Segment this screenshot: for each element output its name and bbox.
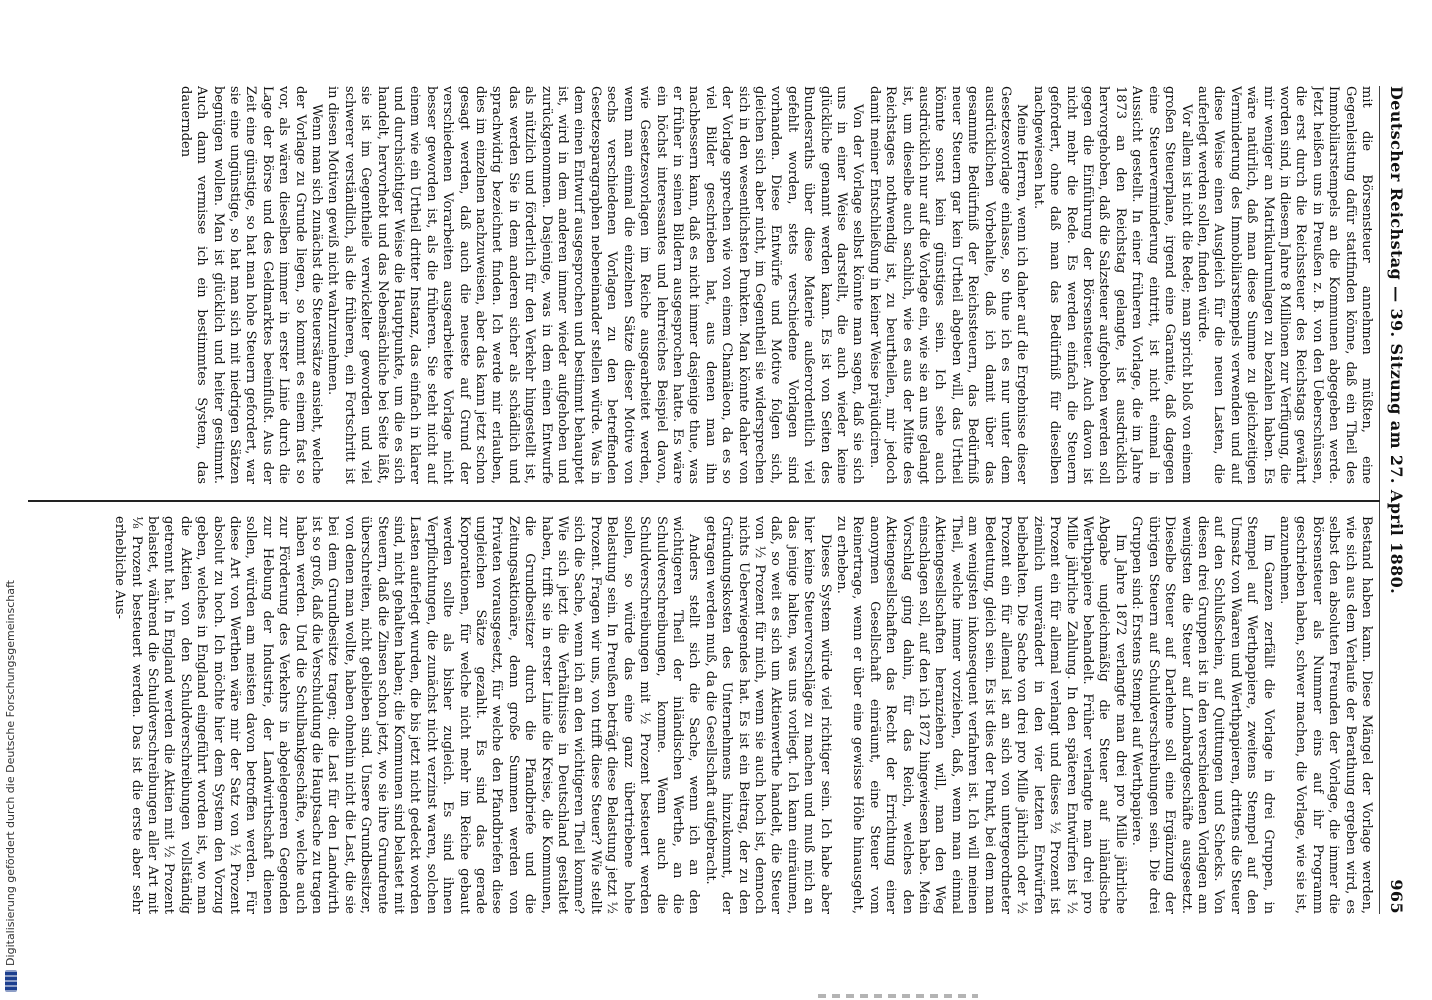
paragraph: Im Jahre 1872 verlangte man drei pro Mille jährliche Abgabe ungleichmäßig die Steuer auf inländische Werthpapiere behandelt. Früher verlangte man drei pro Mille jährliche Zahlung. In den späteren Entwürfen ist ½ Prozent ein für allemal verlangt und dieses ½ Prozent ist ziemlich unverändert in den vier letzten Entwürfen beibehalten. Die Sache von drei pro Mille jährlich oder ½ Prozent ein für allemal ist an sich von untergeordneter Bedeutung, gleich sein. Es ist dies der Punkt, bei dem man am wenigsten inkonsequent verfahren ist. Ich will meinen Theil, welche immer vorziehen, daß, wenn man einmal Aktiengesellschaften heranziehen will, man den Weg einschlagen soll, auf den ich 1872 hingewiesen habe. Mein Vorschlag ging dahin, für das Reich, welches den Aktiengesellschaften das Recht der Errichtung einer anonymen Gesellschaft einräumt, eine Steuer vom Reinertrage, wenn er über eine gewisse Höhe hinausgeht, zu erheben. bbox=[834, 516, 1128, 914]
column-divider bbox=[28, 500, 1380, 502]
paragraph: mit die Börsensteuer annehmen müßten, eine Gegenleistung dafür stattfinden könne, daß ein Theil des Immobiliarstempels an die Kommunen abgegeben werde. Jetzt heißen uns in Preußen z. B. von den Ueberschüssen, die erst durch die Reichssteuer des Reichstags gewährt worden sind, in diesem Jahre 8 Millionen zur Verfügung, die mir weniger an Matrikularumlagen zu bezahlen haben. Es wäre natürlich, daß man diese Summe zu gleichzeitigen Verminderung des Immobiliarstempels verwenden und auf diese Weise einen Ausgleich für die neuen Lasten, die auferlegt werden sollen, finden würde. bbox=[1194, 86, 1374, 484]
paragraph: Wenn man sich zunächst die Steuersätze ansieht, welche der Vorlage zu Grunde liegen, so kommt es einem fast so vor, als wären dieselben immer in erster Linie durch die Lage der Börse und des Geldmarktes beeinflußt. Aus der Zeit eine günstige, so hat man hohe Steuern gefordert, war sie eine ungünstige, so hat man sich mit niedrigen Sätzen begnügen wollen. Man ist glücklich und heiter gestimmt. Auch dann vermisse ich ein bestimmtes System, das dauernden bbox=[177, 86, 324, 484]
paragraph: Dieses System würde viel richtiger sein. Ich habe aber hier keine Steuervorschläge zu machen und muß mich an das jenige halten, was uns vorliegt. Ich kann einräumen, daß, so weit es sich um Aktienwerthe handelt, die Steuer von ½ Prozent für mich, wenn sie auch hoch ist, dennoch nichts Ueberwiegendes hat. Es ist ein Beitrag, der zu den Gründungskosten des Unternehmens hinzukommt, der getragen werden muß, da die Gesellschaft aufgebracht. bbox=[702, 516, 833, 914]
paragraph: Von der Vorlage selbst könnte man sagen, daß sie sich uns in einer Weise darstellt, die auch wieder keine glückliche genannt werden kann. Es ist von Seiten des Bundesraths über diese Materie außerordentlich viel gefehlt worden, stets verschiedene Vorlagen sind vorhanden. Diese Entwürfe und Motive folgen sich, gleichen sich aber nicht, im Gegentheil sie widersprechen sich in den wesentlichsten Punkten. Man könnte daher von der Vorlage sprechen wie von einem Chamäleon, da es so viel Bilder geschrieben hat, aus denen man ihn nachbessern kann, daß es nicht immer dasjenige thue, was er früher in seinen Bildern ausgesprochen hatte. Es wäre ein höchst interessantes und lehrreiches Beispiel davon, wie Gesetzesvorlagen im Reiche ausgearbeitet werden, wenn man einmal die einzelnen Sätze dieser Motive von sechs verschiedenen Vorlagen zu den betreffenden Gesetzesparagraphen nebeneinander stellen würde. Was in dem einen Entwurf ausgesprochen und bestimmt behauptet ist, wird in dem anderen immer wieder aufgehoben und zurückgenommen. Dasjenige, was in dem einen Entwurfe als nützlich und förderlich für den Verkehr hingestellt ist, das werden Sie in dem anderen sicher als schädlich und sprachwidrig bezeichnet finden. Ich werde mir erlauben, dies im einzelnen nachzuweisen, aber das kann jetzt schon gesagt werden, daß auch die neueste auf Grund der verschiedenen Vorarbeiten ausgearbeitete Vorlage nicht besser geworden ist, als die früheren. Sie steht nicht auf einem wie ein Urtheil dritter Instanz, das einfach in klarer und durchsichtiger Weise die Hauptpunkte, um die es sich handelt, hervorhebt und das Nebensächliche bei Seite läßt, sie ist im Gegentheile verwickelter geworden und viel schwerer verständlich, als die früheren, ein Fortschritt ist in diesen Motiven gewiß nicht wahrzunehmen. bbox=[325, 86, 866, 484]
credit-text: Digitalisierung gefördert durch die Deutsche Forschungsgemeinschaft bbox=[4, 580, 17, 966]
paragraph: Bestand haben kann. Diese Mängel der Vorlage werden, wie sich aus dem Verlaufe der Berathung ergeben wird, es selbst den absoluten Freunden der Vorlage, die immer die Börsensteuer als Nummer eins auf ihr Programm geschrieben haben, schwer machen, die Vorlage, wie sie ist, anzunehmen. bbox=[1276, 516, 1374, 914]
text-columns bbox=[34, 86, 1374, 914]
paragraph: Meine Herren, wenn ich daher auf die Ergebnisse dieser Gesetzesvorlage einlasse, so thue ich es nur unter dem ausdrücklichen Vorbehalte, daß ich damit über das gesammte Bedürfniß der Reichssteuern, das Bedürfniß neuer Steuern gar kein Urtheil abgeben will, das Urtheil könnte sonst kein günstiges sein. Ich sehe auch ausdrücklich nur auf die Vorlage ein, wie sie an uns gelangt ist, um dieselbe auch sachlich, wie es aus der Mitte des Reichstages nothwendig ist, zu beurtheilen, mir jedoch damit meiner Entschließung in keiner Weise präjudiciren. bbox=[866, 86, 1030, 484]
right-column bbox=[34, 516, 1374, 914]
paragraph: Vor allem ist nicht die Rede; man spricht bloß von einem großen Steuerplane, irgend eine Garantie, daß dagegen eine Steuerverminderung eintritt, ist nicht einmal in Aussicht gestellt. In einer früheren Vorlage, die im Jahre 1873 an den Reichstag gelangte, ist ausdrücklich hervorgehoben, daß die Salzsteuer aufgehoben werden soll gegen die Einführung der Börsensteuer. Auch davon ist nicht mehr die Rede. Es werden einfach die Steuern gefordert, ohne daß man das Bedürfniß für dieselben nachgewiesen hat. bbox=[1030, 86, 1194, 484]
paragraph: Im Ganzen zerfällt die Vorlage in drei Gruppen, in Stempel auf Werthpapiere, zweitens Stempel auf den Umsatz von Waaren und Werthpapieren, drittens die Steuer auf den Schlußschein, auf Quittungen und Schecks. Von diesen drei Gruppen ist in den verschiedenen Vorlagen am wenigsten die Steuer auf Lombardgeschäfte ausgesetzt. Dieselbe Steuer auf Darlehne soll eine Ergänzung der übrigen Steuern auf Schuldverschreibungen sein. Die drei Gruppen sind: Erstens Stempel auf Werthpapiere. bbox=[1129, 516, 1276, 914]
scan-artifact bbox=[818, 994, 978, 998]
running-title: Deutscher Reichstag — 39. Sitzung am 27. April 1880. bbox=[1387, 86, 1406, 595]
page-number: 965 bbox=[1387, 879, 1406, 914]
dfg-logo-icon bbox=[5, 970, 17, 992]
page-header bbox=[1384, 86, 1406, 914]
left-column bbox=[34, 86, 1374, 484]
paragraph: Anders stellt sich die Sache, wenn ich an den wichtigeren Theil der inländischen Werthe, an die Schuldverschreibungen, komme. Wenn auch die Schuldverschreibungen mit ½ Prozent besteuert werden sollen, so würde das eine ganz übertriebene hohe Belastung sein. In Preußen beträgt diese Belastung jetzt ½ Prozent. Fragen wir uns, von trifft diese Steuer? Wie stellt sich die Sache, wenn ich an den wichtigeren Theil komme? Wie sich jetzt die Verhältnisse in Deutschland gestaltet haben, trifft sie in erster Linie die Kreise, die Kommunen, die Grundbesitzer durch die Pfandbriefe und die Zeitungsaktionäre, denn große Summen werden von Privaten vorausgesetzt, für welche den Pfandbriefen diese ungleichen Sätze gezahlt. Es sind das gerade Korporationen, für welche nicht mehr im Reiche gebaut werden sollte als bisher zugleich. Es sind ihnen Verpflichtungen, die zunächst nicht verzinst waren, solchen Lasten auferlegt wurden, die bis jetzt nicht gedeckt worden sind, nicht gehalten haben; die Kommunen sind belastet mit Steuern, daß die Zinsen schon jetzt, wo sie ihre Grundrente überschreiten, nicht geblieben sind. Unsere Grundbesitzer, von denen man wollte, haben ohnehin nicht die Last, die sie bei dem Grundbesitze tragen; die Last für den Landwirth ist so groß, daß die Verschuldung die Hauptsache zu tragen haben werden. Und die Schulbankgeschäfte, welche auch zur Förderung des Verkehrs in abgelegeneren Gegenden zur Hebung der Industrie, der Landwirthschaft dienen sollen, würden am meisten davon betroffen werden. Für diese Art von Werthen wäre mir der Satz von ½ Prozent absolut zu hoch. Ich möchte hier dem System den Vorzug geben, welches in England eingeführt worden ist, wo man die Aktien von den Schuldverschreibungen vollständig getrennt hat. In England werden die Aktien mit ½ Prozent belastet, während die Schuldverschreibungen aller Art mit ⅛ Prozent besteuert werden. Das ist die erste aber sehr erhebliche Aus- bbox=[112, 516, 702, 914]
digitization-credit bbox=[4, 580, 18, 994]
